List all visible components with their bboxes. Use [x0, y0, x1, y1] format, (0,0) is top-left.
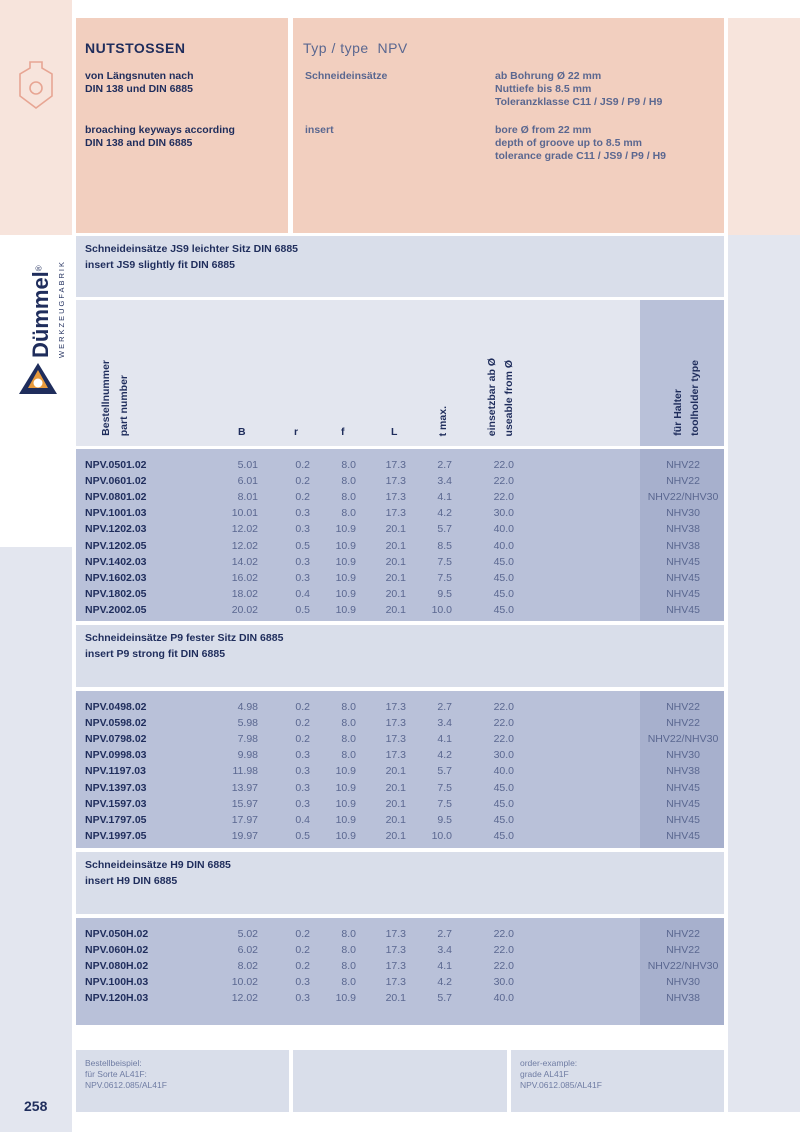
table-row	[76, 473, 726, 489]
section-title-box	[76, 236, 724, 297]
page-title: NUTSTOSSEN	[85, 40, 186, 56]
part-number: NPV.0601.02	[85, 475, 147, 488]
useable-from-value: 22.0	[493, 960, 514, 973]
spec-line: ab Bohrung Ø 22 mm	[495, 70, 602, 82]
useable-from-value: 45.0	[493, 555, 514, 568]
right-margin-mid	[728, 235, 800, 547]
useable-from-value: 45.0	[493, 571, 514, 584]
useable-from-value: 22.0	[493, 944, 514, 957]
table-row	[76, 570, 726, 586]
l-value: 17.3	[385, 976, 406, 989]
f-value: 10.9	[335, 523, 356, 536]
r-value: 0.2	[295, 928, 310, 940]
b-value: 16.02	[231, 571, 258, 584]
r-value: 0.3	[295, 555, 310, 568]
table-row	[76, 457, 726, 473]
footer-line: für Sorte AL41F:	[85, 1069, 147, 1079]
b-value: 9.98	[237, 749, 258, 762]
l-value: 20.1	[385, 781, 406, 794]
right-margin-bottom	[728, 547, 800, 1112]
section-title-en: insert JS9 slightly fit DIN 6885	[85, 259, 235, 271]
part-number: NPV.050H.02	[85, 928, 149, 940]
useable-from-value: 22.0	[493, 701, 514, 713]
f-value: 10.9	[335, 587, 356, 600]
useable-from-value: 30.0	[493, 507, 514, 520]
holder-type: NHV22/NHV30	[647, 960, 719, 973]
page-number: 258	[24, 1098, 48, 1114]
r-value: 0.2	[295, 459, 310, 471]
f-value: 8.0	[341, 749, 356, 762]
l-value: 20.1	[385, 571, 406, 584]
col-holder-en: toolholder type	[689, 360, 701, 436]
t-max-value: 10.0	[431, 603, 452, 616]
f-value: 8.0	[341, 717, 356, 730]
useable-from-value: 45.0	[493, 603, 514, 616]
r-value: 0.4	[295, 587, 310, 600]
b-value: 6.01	[237, 475, 258, 488]
holder-type: NHV22/NHV30	[647, 733, 719, 746]
table-row	[76, 538, 726, 554]
r-value: 0.3	[295, 976, 310, 989]
holder-type: NHV30	[666, 749, 700, 762]
col-use-de: einsetzbar ab Ø	[486, 357, 498, 436]
holder-type: NHV22	[666, 928, 700, 940]
l-value: 17.3	[385, 928, 406, 940]
holder-type: NHV22	[666, 475, 700, 488]
holder-type: NHV45	[666, 555, 700, 568]
t-max-value: 7.5	[437, 571, 452, 584]
spec-line: Toleranzklasse C11 / JS9 / P9 / H9	[495, 96, 663, 108]
part-number: NPV.2002.05	[85, 603, 147, 616]
insert-outline-icon	[14, 58, 58, 112]
l-value: 20.1	[385, 797, 406, 810]
useable-from-value: 22.0	[493, 491, 514, 504]
footer-line: NPV.0612.085/AL41F	[85, 1080, 167, 1090]
part-number: NPV.1602.03	[85, 571, 147, 584]
t-max-value: 3.4	[437, 717, 452, 730]
f-value: 10.9	[335, 571, 356, 584]
l-value: 20.1	[385, 587, 406, 600]
table-row	[76, 715, 726, 731]
en-desc-line: DIN 138 and DIN 6885	[85, 137, 193, 149]
useable-from-value: 22.0	[493, 459, 514, 471]
r-value: 0.3	[295, 507, 310, 520]
f-value: 8.0	[341, 976, 356, 989]
b-value: 5.02	[237, 928, 258, 940]
f-value: 10.9	[335, 797, 356, 810]
footer-right-box	[511, 1050, 724, 1112]
b-value: 12.02	[231, 992, 258, 1005]
f-value: 10.9	[335, 813, 356, 826]
brand-logo-icon	[18, 362, 58, 396]
de-desc	[85, 70, 194, 96]
col-t: t max.	[437, 405, 449, 436]
part-number: NPV.0998.03	[85, 749, 147, 762]
col-l: L	[391, 426, 398, 438]
footer-line: grade AL41F	[520, 1069, 569, 1079]
useable-from-value: 22.0	[493, 475, 514, 488]
de-specs	[495, 70, 662, 109]
holder-type: NHV45	[666, 587, 700, 600]
useable-from-value: 30.0	[493, 976, 514, 989]
en-specs	[495, 124, 666, 163]
r-value: 0.3	[295, 523, 310, 536]
table-row	[76, 828, 726, 844]
spec-line: bore Ø from 22 mm	[495, 124, 592, 136]
useable-from-value: 30.0	[493, 749, 514, 762]
t-max-value: 9.5	[437, 587, 452, 600]
left-margin-bottom	[0, 547, 72, 1132]
f-value: 8.0	[341, 701, 356, 713]
header-left-box	[76, 18, 288, 233]
brand-sub: WERKZEUGFABRIK	[57, 259, 66, 358]
part-number: NPV.0598.02	[85, 717, 147, 730]
r-value: 0.5	[295, 829, 310, 842]
part-number: NPV.0498.02	[85, 701, 147, 713]
holder-type: NHV45	[666, 797, 700, 810]
r-value: 0.3	[295, 781, 310, 794]
part-number: NPV.100H.03	[85, 976, 149, 989]
footer-left-box	[76, 1050, 289, 1112]
useable-from-value: 22.0	[493, 733, 514, 746]
col-part-de: Bestellnummer	[100, 360, 112, 436]
l-value: 17.3	[385, 944, 406, 957]
l-value: 17.3	[385, 717, 406, 730]
t-max-value: 4.2	[437, 507, 452, 520]
f-value: 10.9	[335, 829, 356, 842]
useable-from-value: 45.0	[493, 587, 514, 600]
table-row	[76, 780, 726, 796]
right-margin-top	[728, 18, 800, 235]
table-row	[76, 974, 726, 990]
l-value: 17.3	[385, 749, 406, 762]
table-row	[76, 763, 726, 779]
order-example-de	[85, 1058, 167, 1091]
part-number: NPV.080H.02	[85, 960, 149, 973]
section-table	[76, 449, 724, 621]
f-value: 8.0	[341, 944, 356, 957]
t-max-value: 7.5	[437, 797, 452, 810]
useable-from-value: 22.0	[493, 717, 514, 730]
table-row	[76, 942, 726, 958]
t-max-value: 2.7	[437, 928, 452, 940]
t-max-value: 2.7	[437, 701, 452, 713]
table-row	[76, 489, 726, 505]
t-max-value: 3.4	[437, 475, 452, 488]
useable-from-value: 40.0	[493, 992, 514, 1005]
t-max-value: 8.5	[437, 539, 452, 552]
brand-text	[16, 244, 66, 359]
b-value: 19.97	[231, 829, 258, 842]
l-value: 20.1	[385, 555, 406, 568]
r-value: 0.4	[295, 813, 310, 826]
l-value: 20.1	[385, 539, 406, 552]
part-number: NPV.1402.03	[85, 555, 147, 568]
col-r: r	[294, 426, 299, 438]
b-value: 4.98	[237, 701, 258, 713]
f-value: 10.9	[335, 781, 356, 794]
de-desc-line: DIN 138 und DIN 6885	[85, 83, 193, 95]
part-number: NPV.0801.02	[85, 491, 147, 504]
brand-block	[16, 244, 66, 404]
r-value: 0.2	[295, 475, 310, 488]
t-max-value: 4.2	[437, 976, 452, 989]
section-title-box	[76, 625, 724, 687]
section-table	[76, 691, 724, 848]
r-value: 0.2	[295, 717, 310, 730]
de-kind: Schneideinsätze	[305, 70, 388, 82]
f-value: 8.0	[341, 733, 356, 746]
f-value: 10.9	[335, 555, 356, 568]
t-max-value: 5.7	[437, 523, 452, 536]
useable-from-value: 45.0	[493, 781, 514, 794]
brand-name: Dümmel	[28, 271, 53, 358]
section-title-box	[76, 852, 724, 914]
holder-type: NHV22	[666, 717, 700, 730]
section-title-de: Schneideinsätze H9 DIN 6885	[85, 859, 231, 871]
holder-type: NHV22	[666, 944, 700, 957]
f-value: 10.9	[335, 992, 356, 1005]
type-label: Typ / type NPV	[303, 40, 408, 56]
f-value: 8.0	[341, 928, 356, 940]
footer-line: order-example:	[520, 1058, 578, 1068]
holder-type: NHV22/NHV30	[647, 491, 719, 504]
b-value: 12.02	[231, 539, 258, 552]
table-row	[76, 747, 726, 763]
holder-type: NHV45	[666, 813, 700, 826]
useable-from-value: 40.0	[493, 523, 514, 536]
holder-type: NHV30	[666, 507, 700, 520]
table-row	[76, 958, 726, 974]
table-row	[76, 699, 726, 715]
col-b: B	[238, 426, 246, 438]
b-value: 5.98	[237, 717, 258, 730]
part-number: NPV.1202.03	[85, 523, 147, 536]
section-title-de: Schneideinsätze P9 fester Sitz DIN 6885	[85, 632, 284, 644]
t-max-value: 5.7	[437, 765, 452, 778]
spec-line: depth of groove up to 8.5 mm	[495, 137, 643, 149]
order-example-en	[520, 1058, 602, 1091]
r-value: 0.2	[295, 733, 310, 746]
header-right-box	[293, 18, 724, 233]
table-row	[76, 796, 726, 812]
holder-type: NHV38	[666, 539, 700, 552]
f-value: 8.0	[341, 960, 356, 973]
l-value: 17.3	[385, 507, 406, 520]
useable-from-value: 45.0	[493, 813, 514, 826]
footer-mid-box	[293, 1050, 507, 1112]
part-number: NPV.1397.03	[85, 781, 147, 794]
holder-type: NHV45	[666, 781, 700, 794]
holder-type: NHV30	[666, 976, 700, 989]
part-number: NPV.1797.05	[85, 813, 147, 826]
table-row	[76, 521, 726, 537]
l-value: 17.3	[385, 701, 406, 713]
b-value: 17.97	[231, 813, 258, 826]
b-value: 6.02	[237, 944, 258, 957]
table-row	[76, 505, 726, 521]
b-value: 12.02	[231, 523, 258, 536]
f-value: 8.0	[341, 459, 356, 471]
l-value: 20.1	[385, 523, 406, 536]
t-max-value: 10.0	[431, 829, 452, 842]
col-holder-de: für Halter	[672, 389, 684, 436]
t-max-value: 7.5	[437, 555, 452, 568]
r-value: 0.5	[295, 539, 310, 552]
footer-line: NPV.0612.085/AL41F	[520, 1080, 602, 1090]
f-value: 10.9	[335, 539, 356, 552]
section-table	[76, 918, 724, 1025]
de-desc-line: von Längsnuten nach	[85, 70, 194, 82]
part-number: NPV.0501.02	[85, 459, 147, 471]
r-value: 0.2	[295, 944, 310, 957]
holder-type: NHV22	[666, 701, 700, 713]
holder-type: NHV38	[666, 523, 700, 536]
holder-type: NHV38	[666, 765, 700, 778]
f-value: 8.0	[341, 507, 356, 520]
holder-type: NHV45	[666, 829, 700, 842]
t-max-value: 4.1	[437, 491, 452, 504]
part-number: NPV.1997.05	[85, 829, 147, 842]
section-title-en: insert H9 DIN 6885	[85, 875, 178, 887]
f-value: 8.0	[341, 491, 356, 504]
l-value: 20.1	[385, 829, 406, 842]
f-value: 10.9	[335, 603, 356, 616]
useable-from-value: 45.0	[493, 829, 514, 842]
table-row	[76, 586, 726, 602]
l-value: 20.1	[385, 765, 406, 778]
l-value: 20.1	[385, 813, 406, 826]
part-number: NPV.060H.02	[85, 944, 149, 957]
t-max-value: 2.7	[437, 459, 452, 471]
column-header	[76, 300, 724, 446]
part-number: NPV.0798.02	[85, 733, 147, 746]
table-row	[76, 554, 726, 570]
r-value: 0.2	[295, 960, 310, 973]
table-row	[76, 926, 726, 942]
spec-line: Nuttiefe bis 8.5 mm	[495, 83, 592, 95]
table-row	[76, 990, 726, 1006]
r-value: 0.3	[295, 749, 310, 762]
en-kind: insert	[305, 124, 334, 136]
r-value: 0.3	[295, 797, 310, 810]
en-desc-line: broaching keyways according	[85, 124, 235, 136]
holder-type: NHV45	[666, 603, 700, 616]
t-max-value: 4.1	[437, 733, 452, 746]
l-value: 20.1	[385, 992, 406, 1005]
col-f: f	[341, 426, 345, 438]
l-value: 17.3	[385, 491, 406, 504]
table-row	[76, 731, 726, 747]
b-value: 11.98	[232, 765, 258, 778]
t-max-value: 3.4	[437, 944, 452, 957]
holder-type: NHV38	[666, 992, 700, 1005]
r-value: 0.3	[295, 992, 310, 1005]
spec-line: tolerance grade C11 / JS9 / P9 / H9	[495, 150, 666, 162]
r-value: 0.2	[295, 491, 310, 504]
section-title-en: insert P9 strong fit DIN 6885	[85, 648, 226, 660]
r-value: 0.5	[295, 603, 310, 616]
b-value: 13.97	[231, 781, 258, 794]
b-value: 15.97	[231, 797, 258, 810]
part-number: NPV.1597.03	[85, 797, 147, 810]
b-value: 8.01	[237, 491, 258, 504]
col-use-en: useable from Ø	[503, 359, 515, 436]
part-number: NPV.1202.05	[85, 539, 147, 552]
b-value: 14.02	[231, 555, 258, 568]
l-value: 17.3	[385, 459, 406, 471]
t-max-value: 5.7	[437, 992, 452, 1005]
b-value: 8.02	[237, 960, 258, 973]
r-value: 0.2	[295, 701, 310, 713]
part-number: NPV.1001.03	[85, 507, 147, 520]
t-max-value: 9.5	[437, 813, 452, 826]
t-max-value: 4.1	[437, 960, 452, 973]
f-value: 8.0	[341, 475, 356, 488]
table-row	[76, 812, 726, 828]
r-value: 0.3	[295, 765, 310, 778]
b-value: 10.01	[231, 507, 258, 520]
section-title-de: Schneideinsätze JS9 leichter Sitz DIN 6885	[85, 243, 299, 255]
left-margin-top	[0, 0, 72, 235]
b-value: 18.02	[231, 587, 258, 600]
l-value: 17.3	[385, 475, 406, 488]
t-max-value: 4.2	[437, 749, 452, 762]
useable-from-value: 40.0	[493, 765, 514, 778]
t-max-value: 7.5	[437, 781, 452, 794]
b-value: 20.02	[231, 603, 258, 616]
holder-type: NHV45	[666, 571, 700, 584]
part-number: NPV.120H.03	[85, 992, 149, 1005]
useable-from-value: 45.0	[493, 797, 514, 810]
l-value: 17.3	[385, 960, 406, 973]
footer-line: Bestellbeispiel:	[85, 1058, 142, 1068]
f-value: 10.9	[335, 765, 356, 778]
b-value: 5.01	[237, 459, 258, 471]
en-desc	[85, 124, 235, 150]
holder-type: NHV22	[666, 459, 700, 471]
b-value: 10.02	[231, 976, 258, 989]
useable-from-value: 40.0	[493, 539, 514, 552]
l-value: 20.1	[385, 603, 406, 616]
l-value: 17.3	[385, 733, 406, 746]
r-value: 0.3	[295, 571, 310, 584]
col-part-en: part number	[118, 374, 130, 436]
brand-reg: ®	[34, 265, 44, 272]
part-number: NPV.1802.05	[85, 587, 147, 600]
table-row	[76, 602, 726, 618]
useable-from-value: 22.0	[493, 928, 514, 940]
part-number: NPV.1197.03	[85, 765, 146, 778]
b-value: 7.98	[237, 733, 258, 746]
